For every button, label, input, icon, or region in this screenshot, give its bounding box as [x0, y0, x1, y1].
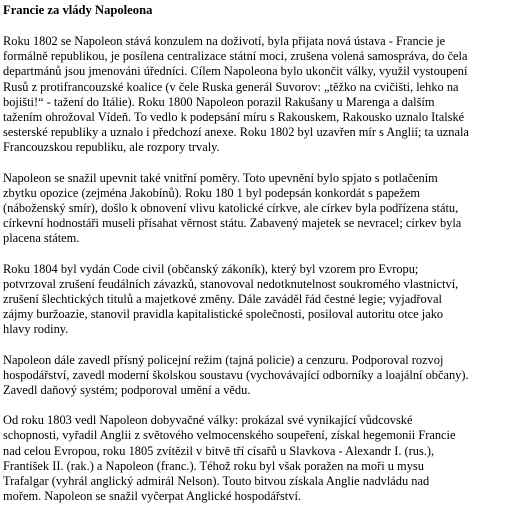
- paragraph: [3, 262, 512, 338]
- paragraph: [3, 413, 512, 504]
- text-line: František II. (rak.) a Napoleon (franc.). Téhož roku byl však poražen na moři u mysu: [3, 458, 424, 473]
- text-line: hlavy rodiny.: [3, 322, 69, 337]
- text-line: placena státem.: [3, 231, 80, 246]
- paragraph: [3, 353, 512, 399]
- text-line: mořem. Napoleon se snažil vyčerpat Anglické hospodářství.: [3, 489, 301, 504]
- text-line: zbytku opozice (zejména Jakobínů). Roku 180 1 byl podepsán konkordát s papežem: [3, 185, 421, 200]
- paragraph: [3, 34, 512, 156]
- text-line: Rusů z protifrancouzské koalice (v čele Ruska generál Suvorov: „těžko na cvičišti, lehko na: [3, 79, 459, 94]
- text-line: nad celou Evropou, roku 1805 zvítězil v bitvě tří císařů u Slavkova - Alexandr I. (rus.),: [3, 443, 435, 458]
- text-line: zrušení šlechtických titulů a majetkové změny. Dále zaváděl řád čestné legie; vyjadřoval: [3, 292, 442, 307]
- document-title: Francie za vlády Napoleona: [3, 3, 153, 17]
- text-line: Napoleon se snažil upevnit také vnitřní poměry. Toto upevnění bylo spjato s potlačením: [3, 170, 438, 185]
- document-body: [3, 34, 512, 504]
- text-line: bojišti!“ - tažení do Itálie). Roku 1800 Napoleon porazil Rakušany u Marenga a dalším: [3, 94, 435, 109]
- paragraph: [3, 171, 512, 247]
- text-line: zájmy buržoazie, stanovil pravidla kapitalistické společnosti, posiloval autoritu otce jako: [3, 307, 444, 322]
- text-line: potvrzoval zrušení feudálních závazků, stanovoval nedotknutelnost soukromého vlastnictví,: [3, 276, 459, 291]
- text-line: církevní hodnostáři museli přísahat věrnost státu. Zabavený majetek se nevracel; církev byla: [3, 216, 462, 231]
- text-line: formálně republikou, je posílena centralizace státní moci, zrušena volená samospráva, do čela: [3, 49, 468, 64]
- text-line: sesterské republiky a uznalo i předchozí anexe. Roku 1802 byl uzavřen mír s Anglií; ta uznala: [3, 125, 469, 140]
- text-line: Napoleon dále zavedl přísný policejní režim (tajná policie) a cenzuru. Podporoval rozvoj: [3, 352, 444, 367]
- text-line: (náboženský smír), došlo k obnovení vlivu katolické církve, ale církev byla podřízena státu,: [3, 201, 459, 216]
- text-line: Roku 1804 byl vydán Code civil (občanský zákoník), který byl vzorem pro Evropu;: [3, 261, 419, 276]
- text-line: departmánů jsou jmenováni úředníci. Cílem Napoleona bylo ukončit války, využil vystoupení: [3, 64, 468, 79]
- text-line: Roku 1802 se Napoleon stává konzulem na doživotí, byla přijata nová ústava - Francie je: [3, 34, 446, 48]
- text-line: Od roku 1803 vedl Napoleon dobyvačné války: prokázal své vynikající vůdcovské: [3, 413, 413, 428]
- text-line: hospodářství, zavedl moderní školskou soustavu (vychovávající odborníky a loajální občany).: [3, 367, 469, 382]
- text-line: Zavedl daňový systém; podporoval umění a vědu.: [3, 383, 251, 398]
- text-line: Francouzskou republiku, ale rozpory trvaly.: [3, 140, 220, 155]
- text-line: tažením ohrožoval Vídeň. To vedlo k podepsání míru s Rakouskem, Rakousko uznalo Italské: [3, 110, 465, 125]
- text-line: schopnosti, vyřadil Anglii z světového velmocenského soupeření, získal hegemonii Francie: [3, 428, 456, 443]
- text-line: Trafalgar (vyhrál anglický admirál Nelson). Touto bitvou získala Anglie nadvládu nad: [3, 474, 430, 489]
